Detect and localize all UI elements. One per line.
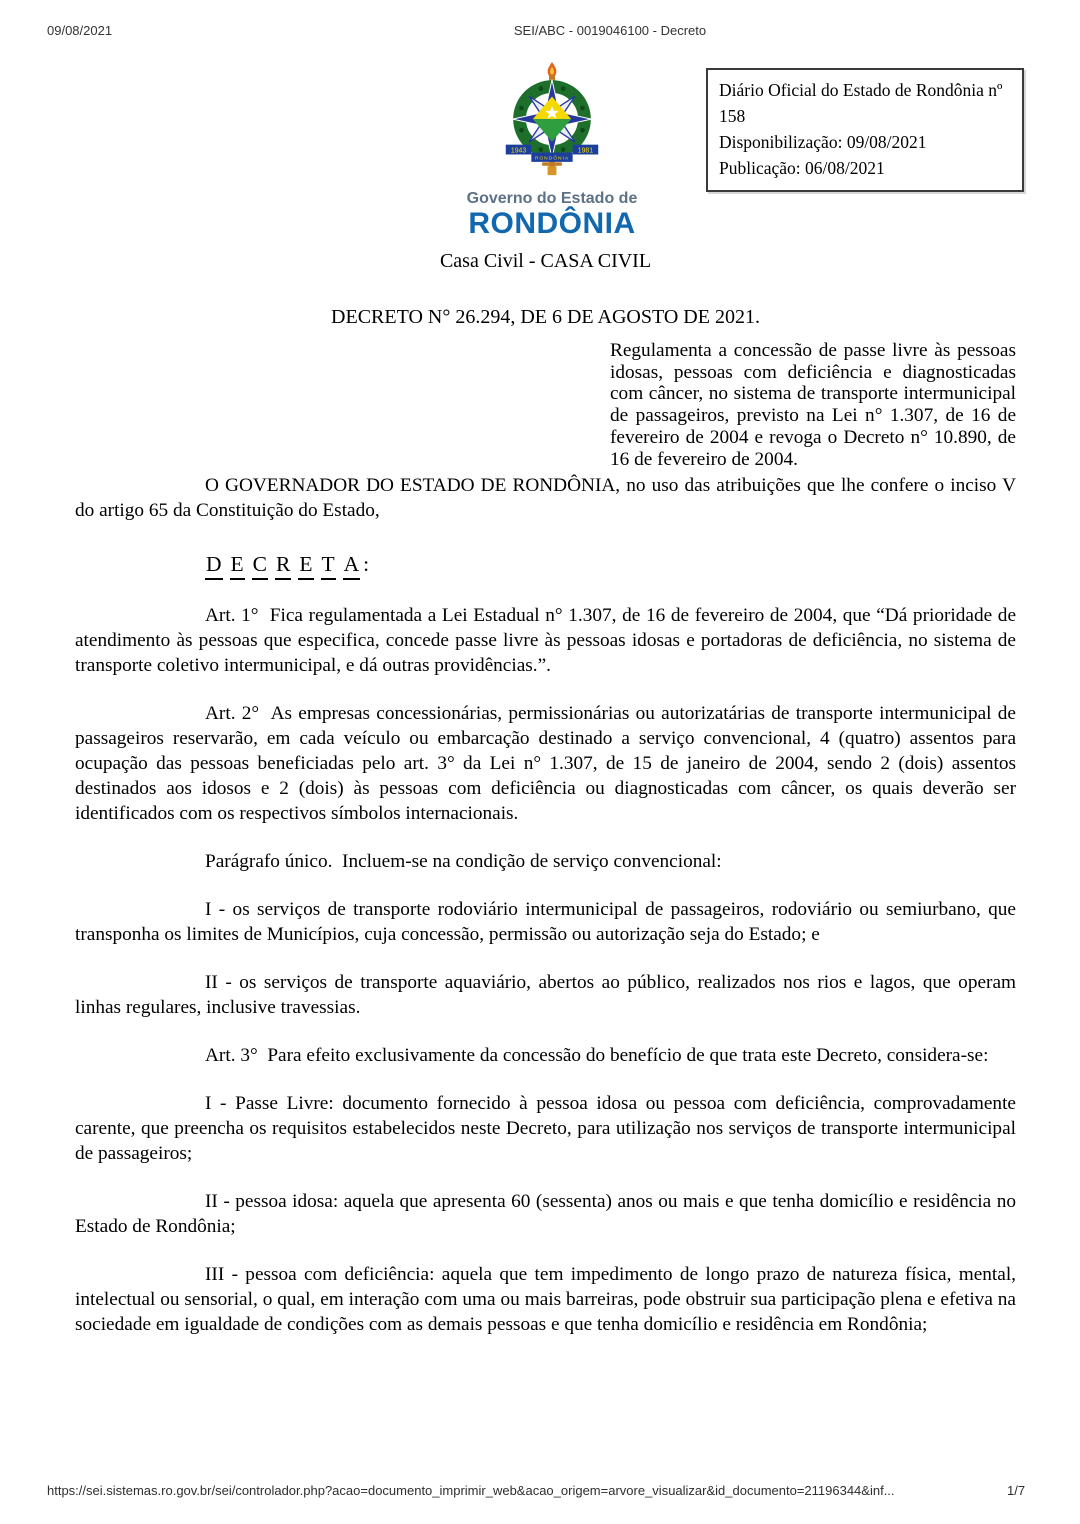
official-gazette-box	[706, 68, 1024, 192]
decreta-letter: D	[205, 552, 223, 580]
print-header-date: 09/08/2021	[47, 23, 113, 38]
decree-paragraph: II - pessoa idosa: aquela que apresenta 60 (sessenta) anos ou mais e que tenha domicílio e residência no Estado de Rondônia;	[75, 1191, 1016, 1238]
print-header-title: SEI/ABC - 0019046100 - Decreto	[513, 23, 707, 38]
print-footer-page: 1/7	[1007, 1483, 1026, 1498]
decreta-letter: E	[298, 552, 313, 580]
decree-paragraph: Parágrafo único. Incluem-se na condição de serviço convencional:	[205, 851, 722, 873]
gazette-availability: Disponibilização: 09/08/2021	[719, 132, 927, 152]
document-body	[75, 250, 1016, 1337]
org-heading: Casa Civil - CASA CIVIL	[439, 250, 652, 272]
decree-paragraph: I - Passe Livre: documento fornecido à pessoa idosa ou pessoa com deficiência, comprovadamente carente, que preencha os requisitos estabelecidos neste Decreto, para utilização nos serviços de transporte intermunicipal de passageiros;	[75, 1093, 1016, 1165]
decreta-letter: R	[275, 552, 291, 580]
decree-paragraph: I - os serviços de transporte rodoviário intermunicipal de passageiros, rodoviário ou semiurbano, que transponha os limites de Municípios, cuja concessão, permissão ou autorização seja do Estado; e	[75, 899, 1016, 946]
decreta-letter: C	[252, 552, 268, 580]
decree-paragraph: III - pessoa com deficiência: aquela que tem impedimento de longo prazo de natureza física, mental, intelectual ou sensorial, o qual, em interação com uma ou mais barreiras, pode obstruir sua participação plena e efetiva na sociedade em igualdade de condições com as demais pessoas e que tenha domicílio e residência em Rondônia;	[75, 1264, 1016, 1336]
decreta-letter: A	[343, 552, 361, 580]
decree-preamble: O GOVERNADOR DO ESTADO DE RONDÔNIA, no uso das atribuições que lhe confere o inciso V do artigo 65 da Constituição do Estado,	[75, 475, 1016, 522]
decree-paragraph: II - os serviços de transporte aquaviário, abertos ao público, realizados nos rios e lagos, que operam linhas regulares, inclusive travessias.	[75, 972, 1016, 1019]
logo-caption: Governo do Estado de	[466, 190, 638, 207]
decree-paragraph: Art. 2° As empresas concessionárias, permissionárias ou autorizatárias de transporte intermunicipal de passageiros reservarão, em cada veículo ou embarcação destinado a serviço convencional, 4 (quatro) assentos para ocupação das pessoas beneficiadas pelo art. 3° da Lei n° 1.307, de 15 de janeiro de 2004, sendo 2 (dois) assentos destinados aos idosos e 2 (dois) às pessoas com deficiência ou diagnosticadas com câncer, os quais deverão ser identificados com os respectivos símbolos internacionais.	[75, 703, 1016, 825]
ribbon-year-right: 1981	[577, 147, 594, 155]
decreta-letter: T	[321, 552, 336, 580]
logo-state-name: RONDÔNIA	[468, 207, 636, 240]
gazette-publication: Publicação: 06/08/2021	[719, 158, 885, 178]
decreta-heading	[205, 552, 1016, 580]
decreta-letters	[205, 552, 370, 577]
ribbon-year-left: 1943	[510, 147, 527, 155]
rondonia-coat-of-arms-icon	[493, 62, 611, 186]
ribbon-state-name: RONDÔNIA	[534, 156, 570, 162]
decree-paragraphs	[75, 603, 1016, 1337]
decreta-letter: E	[230, 552, 245, 580]
decree-title: DECRETO N° 26.294, DE 6 DE AGOSTO DE 2021.	[331, 306, 760, 328]
decree-paragraph: Art. 3° Para efeito exclusivamente da concessão do benefício de que trata este Decreto, considera-se:	[205, 1045, 989, 1067]
print-footer-url: https://sei.sistemas.ro.gov.br/sei/controlador.php?acao=documento_imprimir_web&acao_origem=arvore_visualizar&id_documento=21196344&inf...	[47, 1483, 895, 1498]
decree-summary: Regulamenta a concessão de passe livre às pessoas idosas, pessoas com deficiência e diagnosticadas com câncer, no sistema de transporte intermunicipal de passageiros, previsto na Lei n° 1.307, de 16 de fevereiro de 2004 e revoga o Decreto n° 10.890, de 16 de fevereiro de 2004.	[610, 340, 1016, 470]
decree-paragraph: Art. 1° Fica regulamentada a Lei Estadual n° 1.307, de 16 de fevereiro de 2004, que “Dá prioridade de atendimento às pessoas que especifica, concede passe livre às pessoas idosas e portadoras de deficiência, no sistema de transporte coletivo intermunicipal, e dá outras providências.”.	[75, 605, 1016, 677]
gazette-title: Diário Oficial do Estado de Rondônia nº 158	[719, 80, 1003, 126]
decreta-colon: :	[363, 552, 370, 577]
